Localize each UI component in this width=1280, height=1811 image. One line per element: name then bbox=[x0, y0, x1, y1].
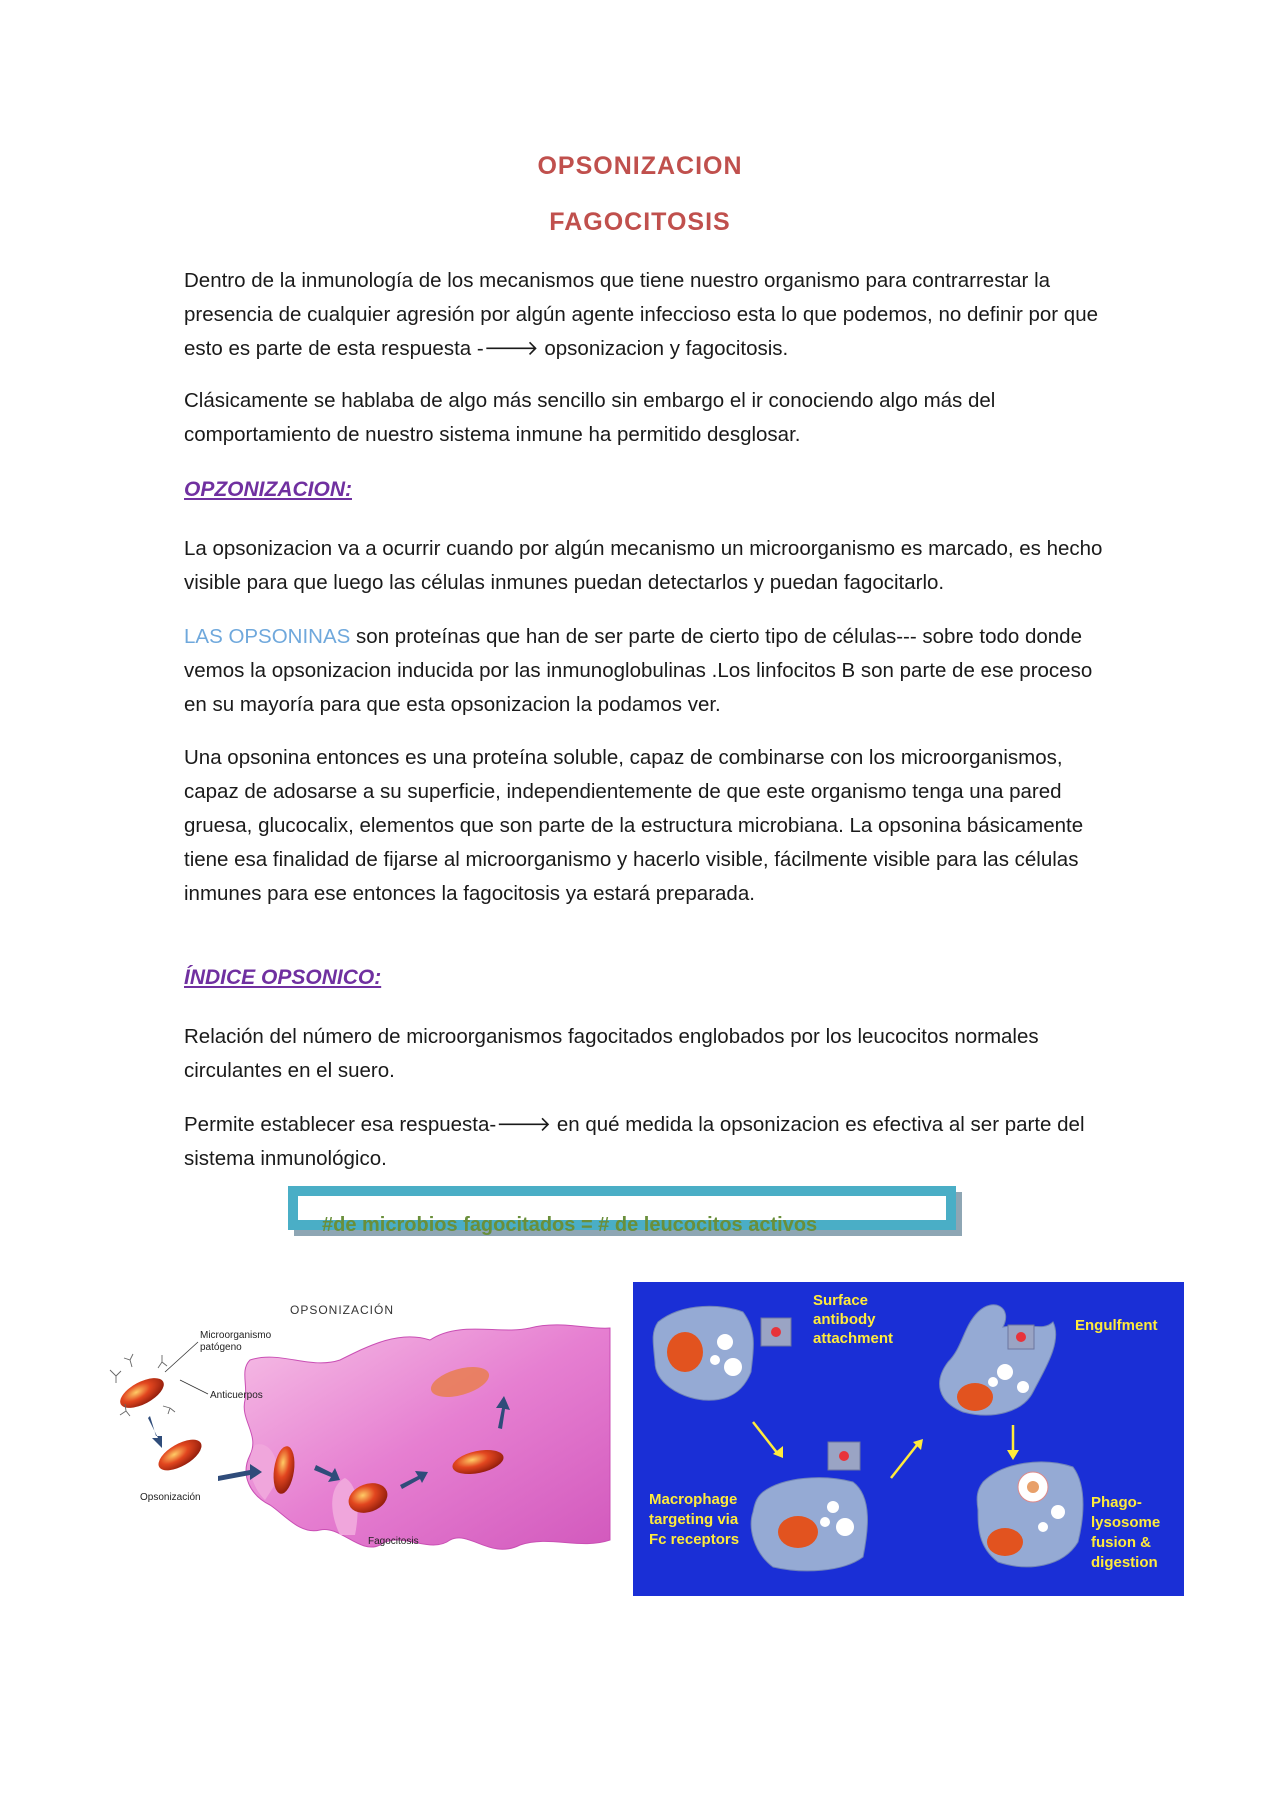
paragraph-clasicamente: Clásicamente se hablaba de algo más sencillo sin embargo el ir conociendo algo más del comportamiento de nuestro sistema inmune ha permitido desglosar. bbox=[184, 389, 996, 446]
cell-1-vacuole bbox=[717, 1334, 733, 1350]
label-macrophage: Macrophage bbox=[649, 1491, 738, 1508]
paragraph-opsonizacion: La opsonizacion va a ocurrir cuando por algún mecanismo un microorganismo es marcado, es hecho visible para que luego las células inmunes puedan detectarlos y puedan fagocitarlo. bbox=[184, 537, 1103, 594]
paragraph-intro: Dentro de la inmunología de los mecanismos que tiene nuestro organismo para contrarrestar la presencia de cualquier agresión por algún agente infeccioso esta lo que podemos, no definir por que esto es parte de esta respuesta -🡒 opsonizacion y fagocitosis. bbox=[184, 269, 1099, 360]
formula-box bbox=[288, 1186, 956, 1236]
title-opsonizacion: OPSONIZACION bbox=[537, 152, 743, 180]
formula-inner bbox=[298, 1196, 946, 1236]
paragraph-opsoninas bbox=[184, 620, 1104, 722]
label-lysosome: lysosome bbox=[1091, 1514, 1161, 1531]
label-fagocitosis: Fagocitosis bbox=[368, 1536, 419, 1547]
label-patogeno: patógeno bbox=[200, 1342, 242, 1353]
paragraph-opsonina-definicion: Una opsonina entonces es una proteína soluble, capaz de combinarse con los microorganismos, capaz de adosarse a su superficie, independientemente de que este organismo tenga una pared gruesa, glucocalix, elementos que son parte de la estructura microbiana. La opsonina básicamente tiene esa finalidad de fijarse al microorganismo y hacerlo visible, fácilmente visible para las células inmunes para ese entonces la fagocitosis ya estará preparada. bbox=[184, 746, 1084, 905]
opsoninas-accent: LAS OPSONINAS bbox=[184, 625, 351, 648]
label-anticuerpos: Anticuerpos bbox=[210, 1390, 263, 1401]
macrophage-shape bbox=[244, 1325, 610, 1549]
label-opsonizacion: Opsonización bbox=[140, 1492, 201, 1503]
label-surface: Surface bbox=[813, 1292, 869, 1309]
formula-text: #de microbios fagocitados = # de leucocitos activos bbox=[322, 1214, 818, 1236]
label-phago: Phago- bbox=[1091, 1494, 1142, 1511]
figure-macrofago bbox=[633, 1282, 1184, 1596]
label-attachment: attachment bbox=[813, 1330, 894, 1347]
cell-1-nucleus bbox=[667, 1332, 703, 1372]
title-fagocitosis: FAGOCITOSIS bbox=[549, 208, 731, 236]
label-targeting: targeting via bbox=[649, 1511, 739, 1528]
paragraph-relacion: Relación del número de microorganismos fagocitados englobados por los leucocitos normales circulantes en el suero. bbox=[184, 1025, 1039, 1082]
heading-indice-opsonico: ÍNDICE OPSONICO: bbox=[184, 966, 382, 989]
label-digestion: digestion bbox=[1091, 1554, 1158, 1571]
paragraph-permite: Permite establecer esa respuesta-🡒 en qué medida la opsonizacion es efectiva al ser parte del sistema inmunológico. bbox=[184, 1113, 1085, 1170]
label-fc-receptors: Fc receptors bbox=[649, 1531, 740, 1548]
label-microorganismo: Microorganismo bbox=[200, 1330, 272, 1341]
label-engulfment: Engulfment bbox=[1075, 1317, 1158, 1334]
figure-opsonizacion bbox=[100, 1290, 610, 1590]
label-antibody: antibody bbox=[813, 1311, 876, 1328]
fig-left-title: OPSONIZACIÓN bbox=[290, 1303, 395, 1317]
opsoninas-text: son proteínas que han de ser parte de cierto tipo de células--- sobre todo donde vemos la opsonizacion inducida por las inmunoglobulinas .Los linfocitos B son parte de ese proceso en su mayoría para que esta opsonizacion la podamos ver. bbox=[184, 625, 1093, 716]
bacterium-1 bbox=[116, 1372, 169, 1414]
label-fusion: fusion & bbox=[1091, 1534, 1151, 1551]
heading-opzonizacion: OPZONIZACION: bbox=[184, 478, 352, 501]
